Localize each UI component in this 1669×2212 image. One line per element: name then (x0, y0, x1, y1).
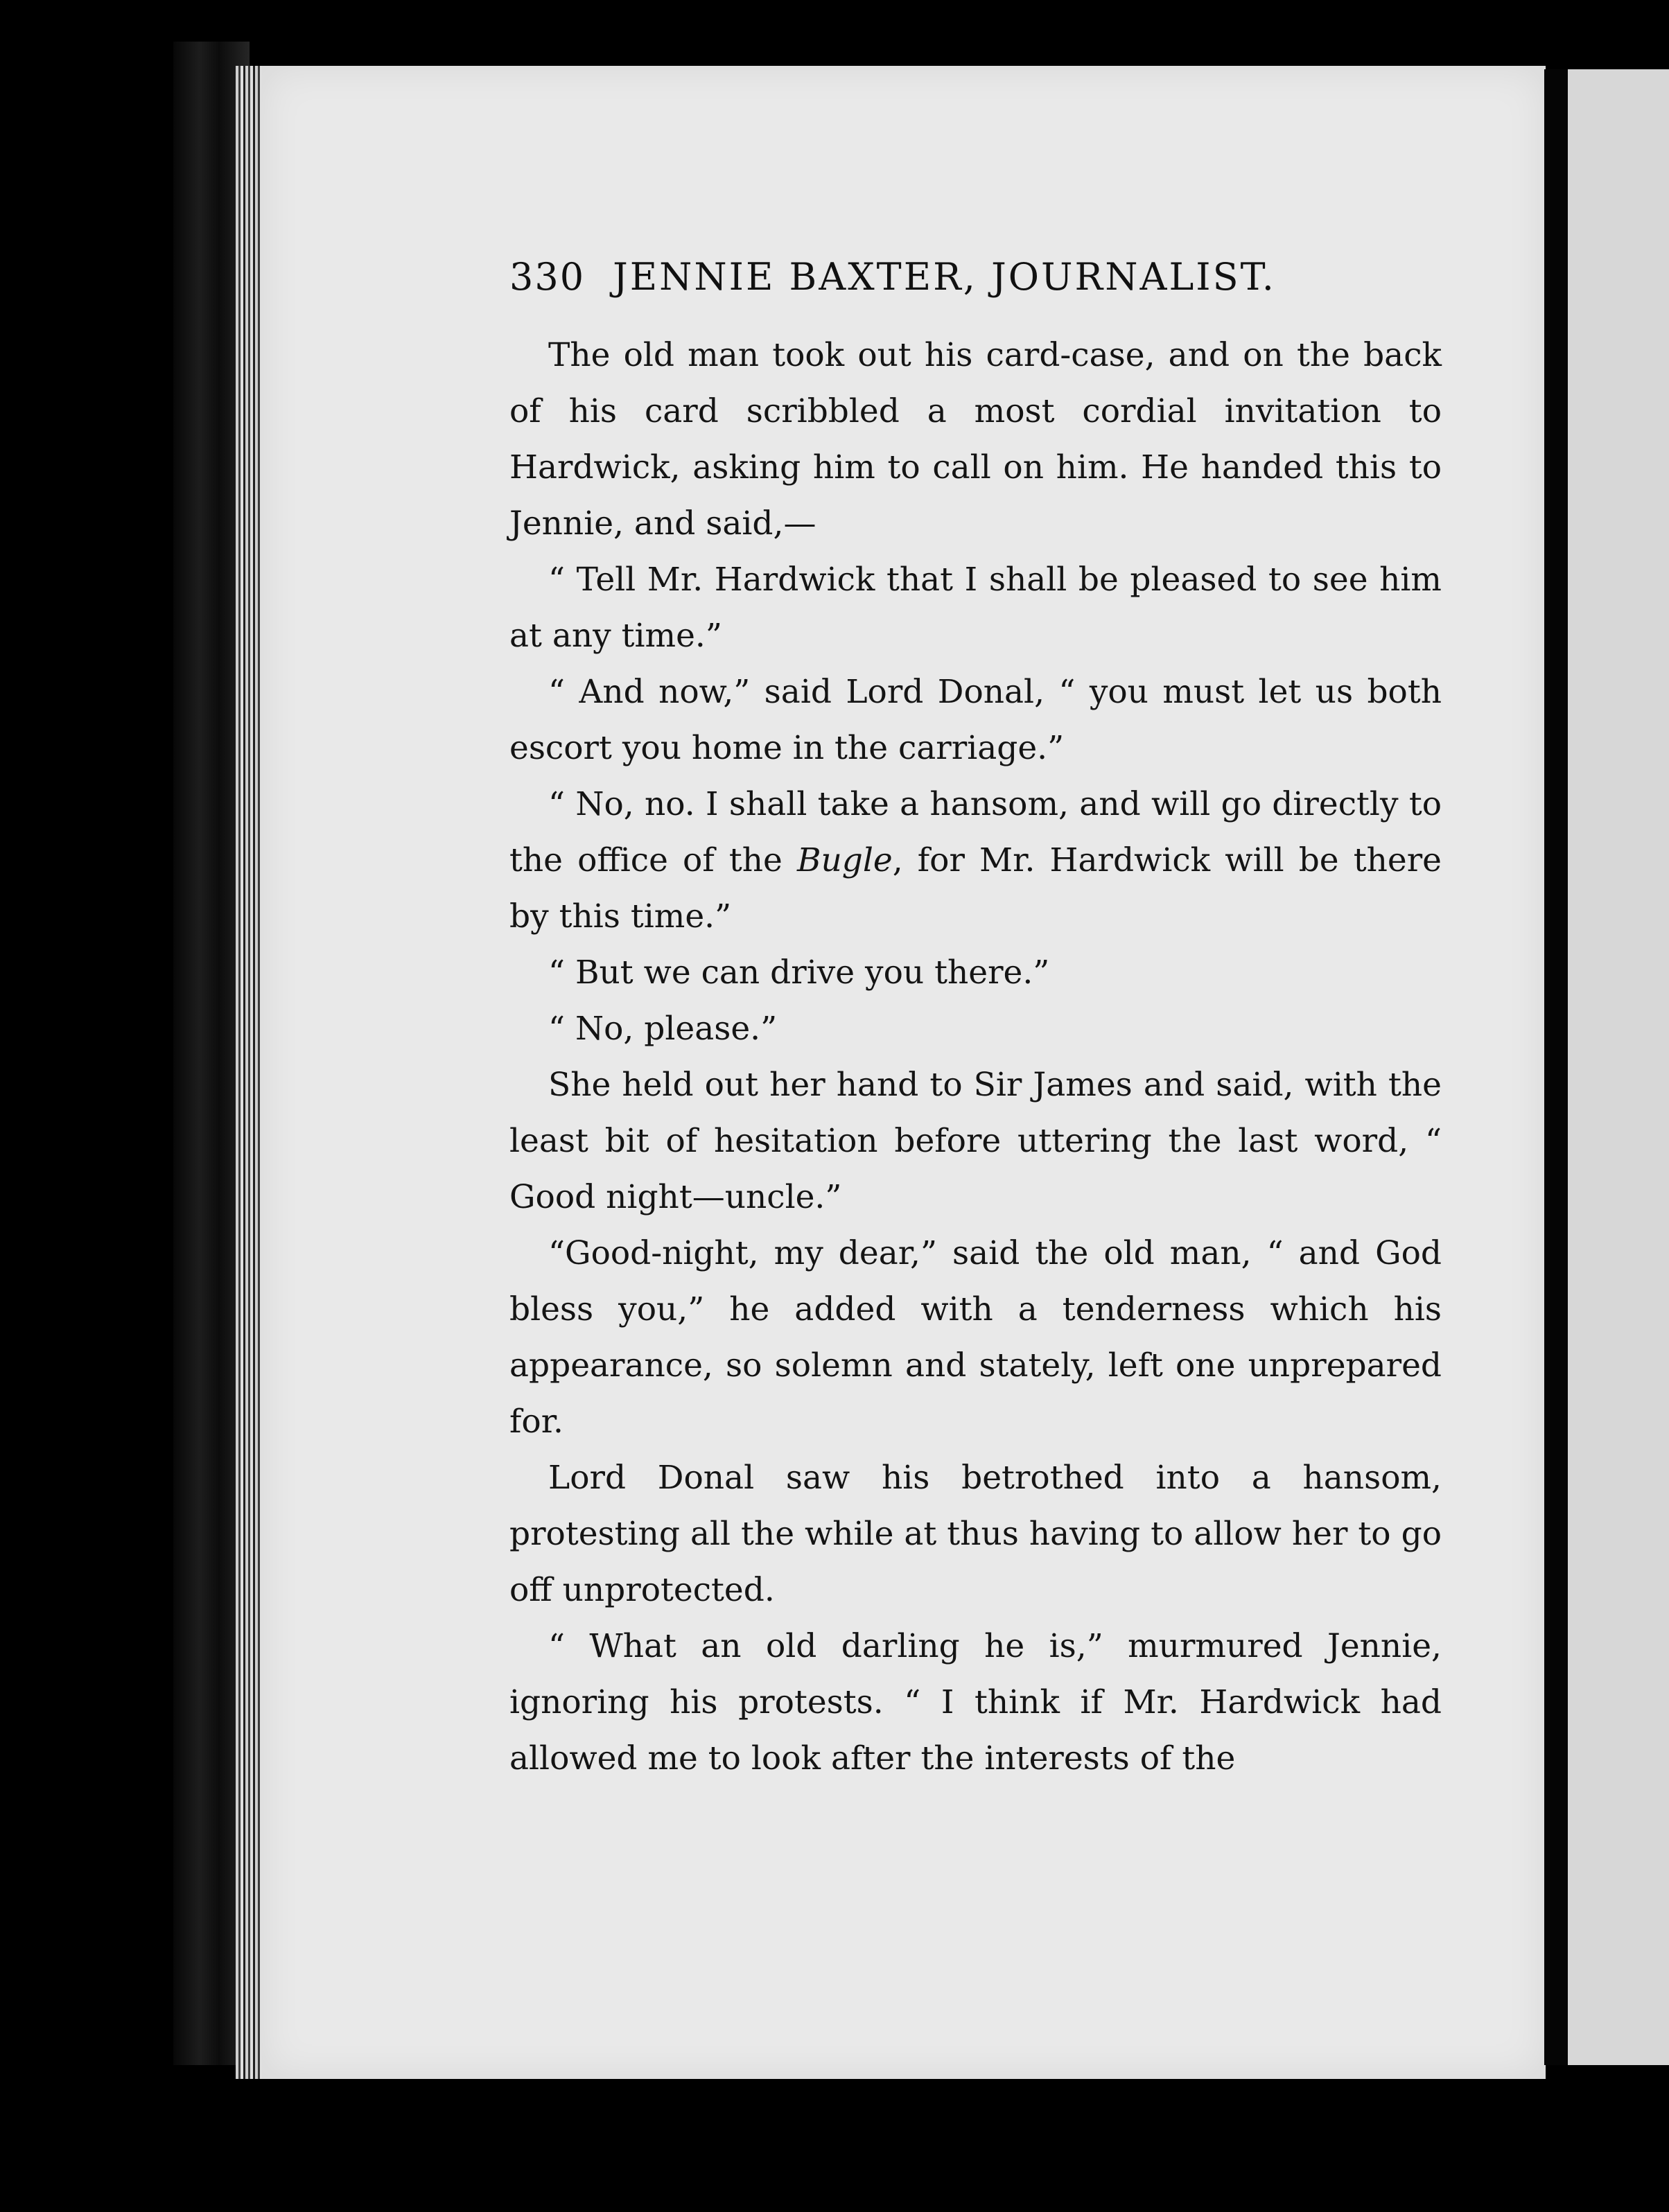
gutter-shadow (1544, 69, 1568, 2065)
body-text (509, 327, 1442, 1787)
paragraph (509, 776, 1442, 945)
paragraph: “ But we can drive you there.” (548, 954, 1050, 992)
paragraph: “Good-night, my dear,” said the old man, “ and God bless you,” he added with a tenderness which his appearance, so solemn and stately, left one unprepared for. (509, 1234, 1442, 1441)
page-edges (236, 66, 263, 2079)
newspaper-title: Bugle (796, 841, 893, 879)
paragraph: The old man took out his card-case, and on the back of his card scribbled a most cordial invitation to Hardwick, asking him to call on him. He handed this to Jennie, and said,— (509, 336, 1442, 543)
paragraph: “ And now,” said Lord Donal, “ you must let us both escort you home in the carriage.” (509, 673, 1442, 767)
paragraph: “ What an old darling he is,” murmured Jennie, ignoring his protests. “ I think if Mr. Hardwick had allowed me to look after the interests of the (509, 1627, 1442, 1778)
running-title: JENNIE BAXTER, JOURNALIST. (613, 255, 1276, 299)
paragraph-text: , for Mr. Hardwick will be there by this time.” (509, 841, 1442, 936)
facing-page-edge (1568, 69, 1669, 2065)
page-number: 330 (509, 255, 586, 299)
paragraph: Lord Donal saw his betrothed into a hansom, protesting all the while at thus having to allow her to go off unprotected. (509, 1459, 1442, 1609)
paragraph: “ Tell Mr. Hardwick that I shall be pleased to see him at any time.” (509, 561, 1442, 655)
page-header (509, 255, 1362, 310)
paragraph: She held out her hand to Sir James and said, with the least bit of hesitation before uttering the last word, “ Good night—uncle.” (509, 1066, 1442, 1216)
paragraph: “ No, please.” (548, 1010, 778, 1048)
paragraph-text: “ No, no. I shall take a hansom, and will go directly to the office of the (509, 785, 1442, 879)
